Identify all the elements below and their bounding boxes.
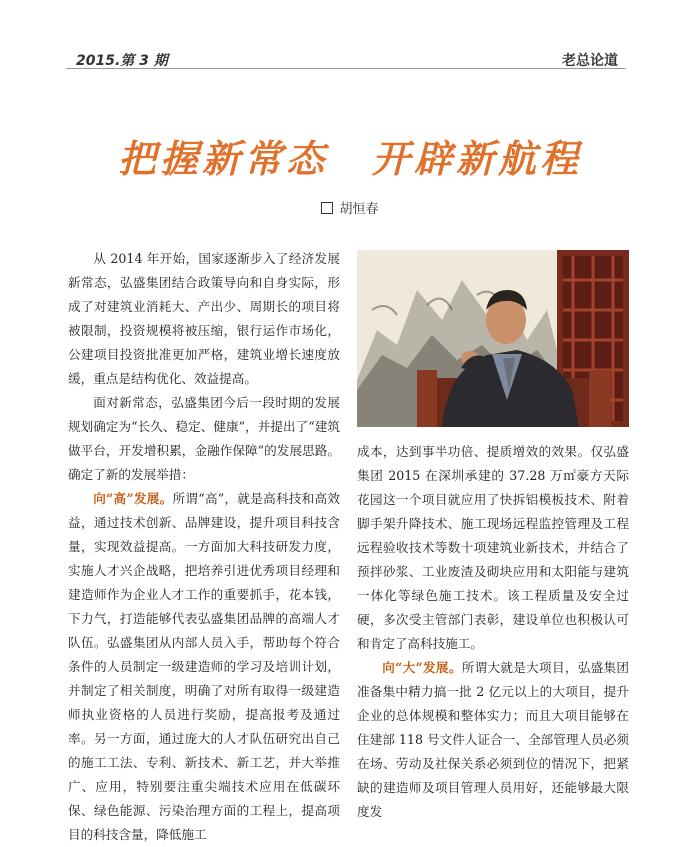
paragraph-continuation: 成本，达到事半功倍、提质增效的效果。仅弘盛集团 2015 在深圳承建的 37.28 万㎡豪方天际花园这一个项目就应用了快拆铝模板技术、附着脚手架升降技术、施工现场远程监控管理及工程远程验收技术等数十项建筑业新技术，并结合了预拌砂浆、工业废渣及砌块应用和太阳能与建筑一体化等绿色施工技术。该工程质量及安全过硬，多次受主管部门表彰，建设单位也积极认可和肯定了高科技施工。: [357, 444, 629, 651]
title-part2: 开辟新航程: [372, 136, 583, 181]
author-name: 胡恒春: [339, 202, 379, 217]
high-text: 所谓“高”，就是高科技和高效益，通过技术创新、品牌建设，提升项目科技含量，实现效益提高。一方面加大科技研发力度，实施人才兴企战略，把培养引进优秀项目经理和建造师作为企业人才工作的重要抓手，花本钱，下力气，打造能够代表弘盛集团品牌的高端人才队伍。弘盛集团从内部人员入手，帮助每个符合条件的人员制定一级建造师的学习及培训计划，并制定了相关制度，明确了对所有取得一级建造师执业资格的人员进行奖励，提高报考及通过率。另一方面，通过庞大的人才队伍研究出自己的施工工法、专利、新技术、新工艺，并大举推广、应用，特别要注重尖端技术应用在低碳环保、绿色能源、污染治理方面的工程上，提高项目的科技含量，降低施工: [68, 491, 340, 842]
issue-label: 2015.第 3 期: [76, 53, 168, 69]
page-header: [66, 50, 626, 69]
square-icon: [321, 202, 333, 214]
paragraph: 从 2014 年开始，国家逐渐步入了经济发展新常态，弘盛集团结合政策导向和自身实际，形成了对建筑业消耗大、产出少、周期长的项目将被限制，投资规模将被压缩，银行运作市场化，公建项目投资批准更加严格，建筑业增长速度放缓，重点是结构优化、效益提高。: [68, 251, 340, 386]
paragraph-high: [68, 487, 340, 847]
left-column: [68, 247, 340, 847]
big-heading: 向“大”发展。: [382, 660, 462, 675]
paragraph: 面对新常态，弘盛集团今后一段时期的发展规划确定为“长久、稳定、健康”，并提出了“建筑做平台，开发增积累，金融作保障”的发展思路。确定了新的发展举措：: [68, 395, 340, 482]
section-label: 老总论道: [562, 53, 618, 69]
paragraph-big: [357, 656, 629, 824]
right-column: [357, 440, 629, 824]
high-heading: 向“高”发展。: [93, 491, 173, 506]
big-text: 所谓大就是大项目，弘盛集团准备集中精力搞一批 2 亿元以上的大项目，提升企业的总体规模和整体实力；而且大项目能够在住建部 118 号文件人证合一、全部管理人员必须在场、劳动及社保关系必须到位的情况下，把紧缺的建造师及项目管理人员用好，还能够最大限度发: [357, 660, 629, 819]
photo-illustration: [357, 250, 629, 427]
article-title: [0, 128, 700, 183]
author-line: [0, 198, 700, 217]
title-part1: 把握新常态: [117, 136, 328, 181]
portrait-photo: [357, 250, 629, 427]
